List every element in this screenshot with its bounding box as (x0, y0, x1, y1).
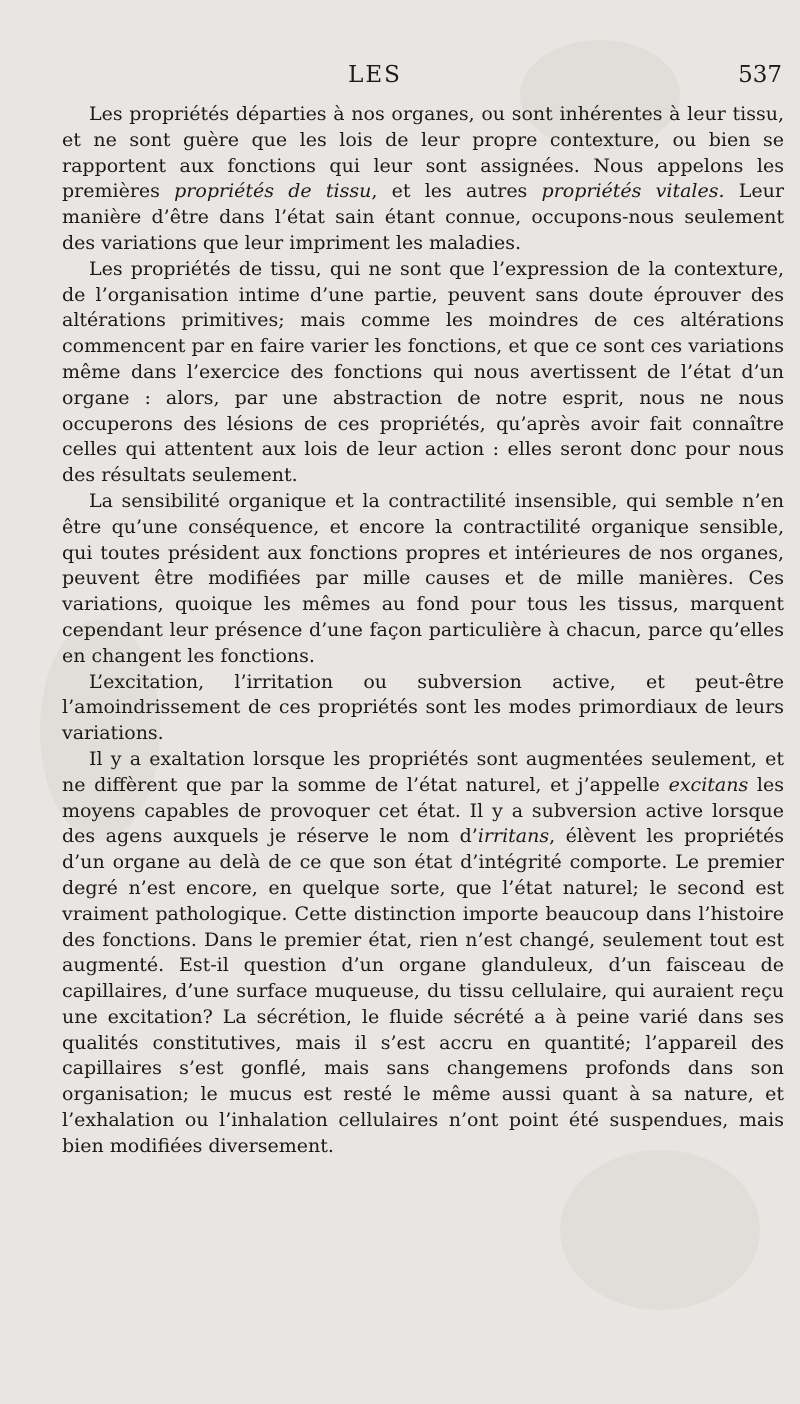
page-header (60, 62, 792, 96)
text-run: Les propriétés de tissu, qui ne sont que l’expression de la contexture, de l’organisation intime d’une partie, peuvent sans doute éprouver des altérations primitives; mais comme les moindres de ces altérations commencent par en faire varier les fonctions, et que ce sont ces variations même dans l’exercice des fonctions qui nous avertissent de l’état d’un organe : alors, par une abstraction de notre esprit, nous ne nous occuperons des lésions de ces propriétés, qu’après avoir fait connaître celles qui attentent aux lois de leur action : elles seront donc pour nous des résultats seulement. (62, 257, 784, 487)
text-run: les moyens capables de provoquer cet état. Il y a subversion active lorsque des agens auxquels je réserve le nom d’ (62, 773, 784, 848)
text-run: L’excitation, l’irritation ou subversion active, et peut-être l’amoindrissement de ces propriétés sont les modes primordiaux de leurs variations. (62, 670, 784, 745)
text-run: , et les autres (371, 180, 542, 203)
text-run: La sensibilité organique et la contractilité insensible, qui semble n’en être qu’une conséquence, et encore la contractilité organique sensible, qui toutes président aux fonctions propres et intérieures de nos organes, peuvent être modifiées par mille causes et de mille manières. Ces variations, quoique les mêmes au fond pour tous les tissus, marquent cependant leur présence d’une façon particulière à chacun, parce qu’elles en changent les fonctions. (62, 489, 784, 667)
page-number: 537 (738, 62, 782, 88)
paragraph (62, 489, 784, 670)
paragraph (62, 102, 784, 257)
text-run: Il y a exaltation lorsque les propriétés sont augmentées seulement, et ne diffèrent que par la somme de l’état naturel, et j’appelle (62, 747, 784, 796)
paragraph (62, 747, 784, 1160)
italic-term: excitans (668, 773, 749, 796)
italic-term: irritans (477, 825, 550, 848)
text-run: Leur manière d’être dans l’état sain étant connue, occupons-nous seulement des variations que leur impriment les maladies. (62, 180, 784, 254)
italic-term: propriétés vitales. (541, 180, 725, 203)
italic-term: propriétés de tissu (174, 180, 372, 203)
paragraph (62, 257, 784, 489)
running-head: LES (348, 62, 402, 88)
body-text (62, 102, 784, 1160)
paragraph (62, 670, 784, 747)
text-run: Les propriétés départies à nos organes, ou sont inhérentes à leur tissu, et ne sont guère que les lois de leur propre contexture, ou bien se rapportent aux fonctions qui leur sont assignées. Nous appelons les premières (62, 103, 784, 203)
text-run: , élèvent les propriétés d’un organe au delà de ce que son état d’intégrité comporte. Le premier degré n’est encore, en quelque sorte, que l’état naturel; le second est vraiment pathologique. Cette distinction importe beaucoup dans l’histoire des fonctions. Dans le premier état, rien n’est changé, seulement tout est augmenté. Est-il question d’un organe glanduleux, d’un faisceau de capillaires, d’une surface muqueuse, du tissu cellulaire, qui auraient reçu une excitation? La sécrétion, le fluide sécrété a à peine varié dans ses qualités constitutives, mais il s’est accru en quantité; l’appareil des capillaires s’est gonflé, mais sans changemens profonds dans son organisation; le mucus est resté le même aussi quant à sa nature, et l’exhalation ou l’inhalation cellulaires n’ont point été suspendues, mais bien modifiées diversement. (62, 825, 784, 1157)
paper-stain (560, 1150, 760, 1310)
